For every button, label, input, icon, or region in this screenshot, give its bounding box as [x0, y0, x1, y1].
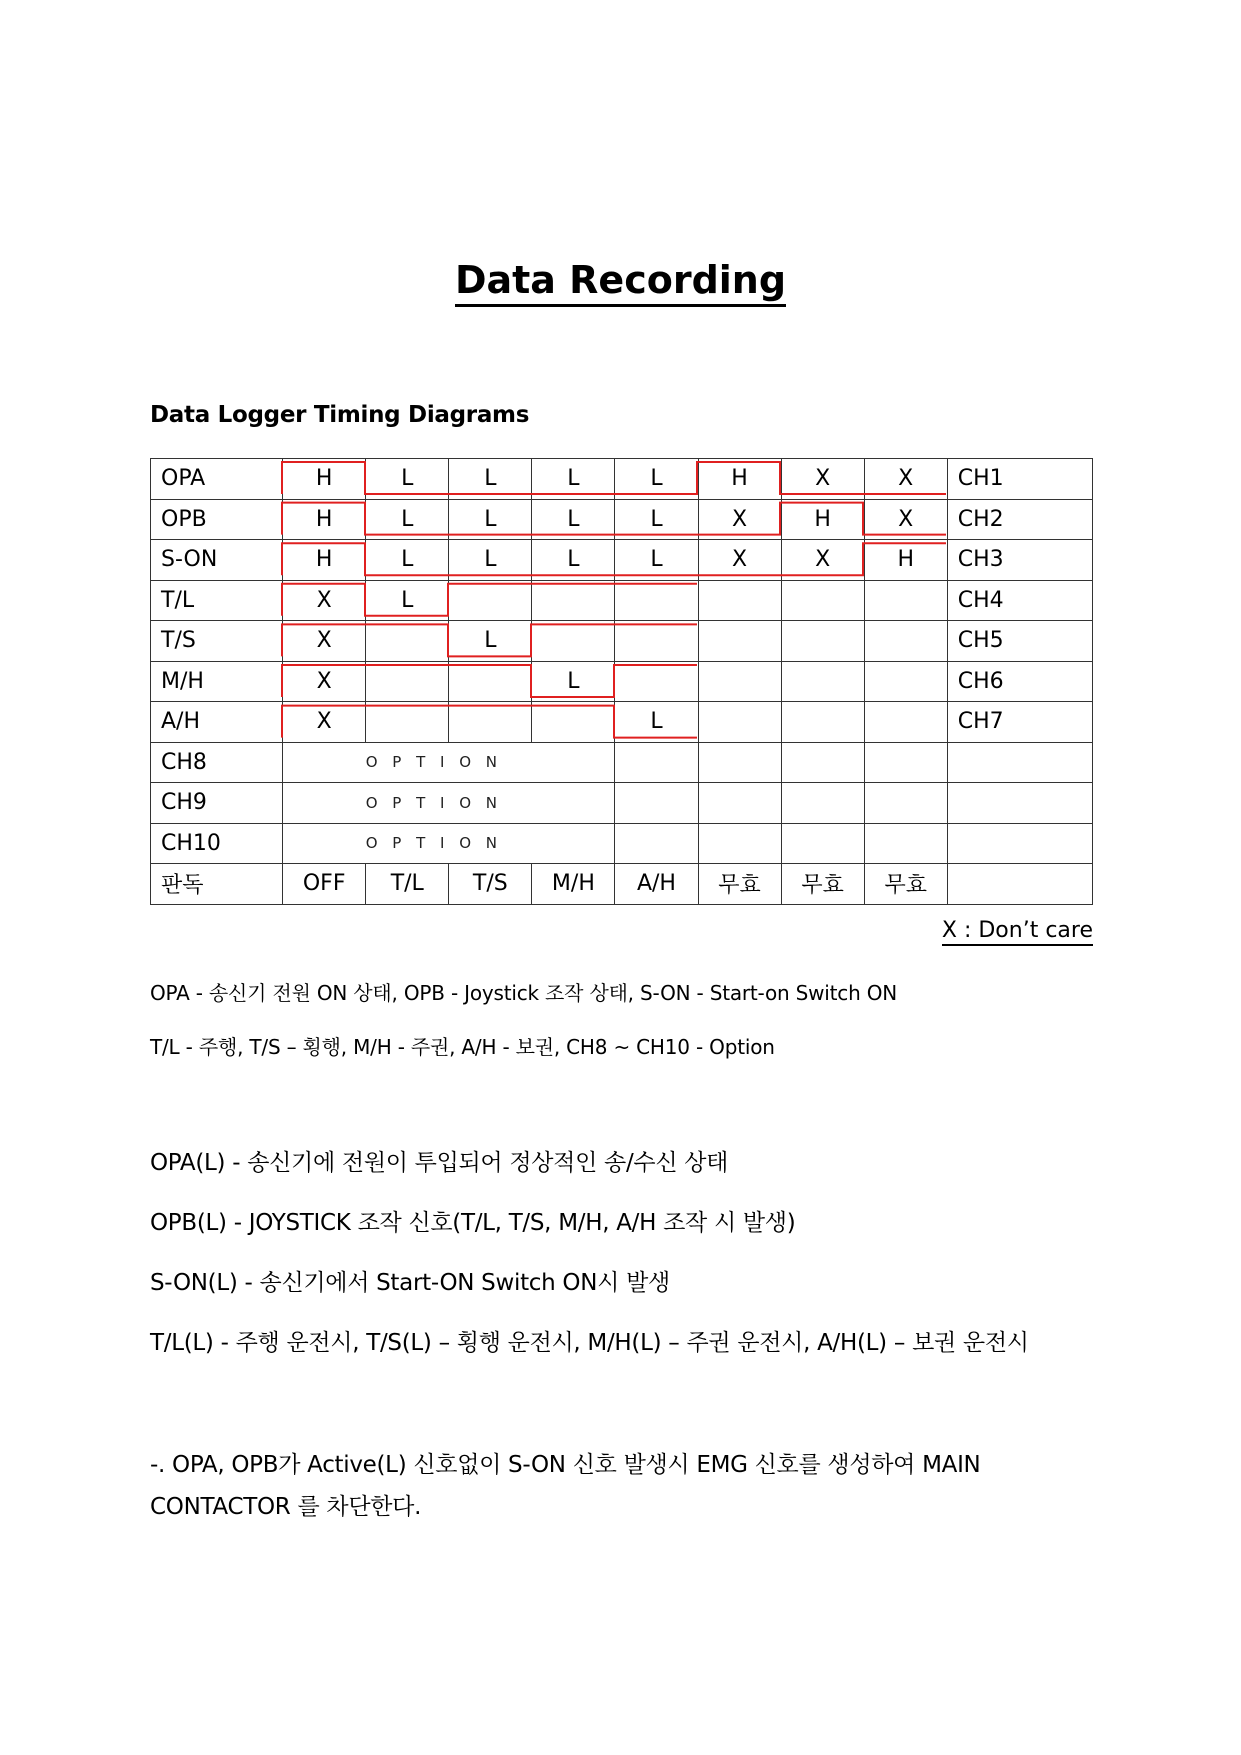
signal-cell: L — [366, 540, 449, 581]
signal-cell: H — [283, 540, 366, 581]
signal-cell — [366, 702, 449, 743]
signal-label: OPB — [151, 499, 283, 540]
signal-cell: L — [449, 459, 532, 500]
empty-cell — [615, 742, 698, 783]
empty-cell — [781, 783, 864, 824]
timing-row — [151, 580, 1093, 621]
signal-cell: L — [449, 621, 532, 662]
channel-label: CH2 — [947, 499, 1092, 540]
option-text: O P T I O N — [366, 742, 449, 783]
signal-cell — [781, 661, 864, 702]
signal-cell: L — [532, 661, 615, 702]
channel-label: CH3 — [947, 540, 1092, 581]
description-opb: OPB(L) - JOYSTICK 조작 신호(T/L, T/S, M/H, A/H 조작 시 발생) — [150, 1210, 796, 1236]
judgement-cell: 무효 — [864, 864, 947, 905]
signal-cell: L — [615, 499, 698, 540]
legend-line-1: OPA - 송신기 전원 ON 상태, OPB - Joystick 조작 상태, S-ON - Start-on Switch ON — [150, 981, 898, 1005]
signal-cell: L — [449, 540, 532, 581]
empty-cell — [947, 783, 1092, 824]
channel-label: CH4 — [947, 580, 1092, 621]
signal-label: T/S — [151, 621, 283, 662]
timing-row — [151, 540, 1093, 581]
empty-cell — [864, 823, 947, 864]
dont-care-note: X : Don’t care — [942, 918, 1093, 946]
judgement-cell: OFF — [283, 864, 366, 905]
option-text: O P T I O N — [366, 783, 449, 824]
signal-label: A/H — [151, 702, 283, 743]
signal-cell: H — [698, 459, 781, 500]
signal-label: T/L — [151, 580, 283, 621]
signal-cell — [449, 661, 532, 702]
signal-cell: H — [283, 459, 366, 500]
option-channel-label: CH9 — [151, 783, 283, 824]
signal-cell: L — [615, 702, 698, 743]
judgement-cell: 무효 — [781, 864, 864, 905]
option-row — [151, 823, 1093, 864]
empty-cell — [698, 783, 781, 824]
signal-cell — [615, 661, 698, 702]
empty-cell — [781, 823, 864, 864]
signal-cell — [864, 580, 947, 621]
empty-cell — [781, 742, 864, 783]
signal-cell — [615, 580, 698, 621]
signal-cell: H — [864, 540, 947, 581]
judgement-cell: T/S — [449, 864, 532, 905]
signal-cell: L — [532, 499, 615, 540]
signal-cell: X — [781, 540, 864, 581]
signal-cell: X — [864, 499, 947, 540]
judgement-row — [151, 864, 1093, 905]
signal-cell: X — [283, 702, 366, 743]
option-blank — [283, 742, 366, 783]
signal-cell — [698, 621, 781, 662]
emg-note: -. OPA, OPB가 Active(L) 신호없이 S-ON 신호 발생시 EMG 신호를 생성하여 MAIN CONTACTOR 를 차단한다. — [150, 1452, 981, 1520]
signal-cell — [449, 702, 532, 743]
signal-cell: X — [698, 540, 781, 581]
option-text: O P T I O N — [366, 823, 449, 864]
signal-cell: L — [366, 499, 449, 540]
option-row — [151, 783, 1093, 824]
description-s-on: S-ON(L) - 송신기에서 Start-ON Switch ON시 발생 — [150, 1270, 670, 1296]
signal-cell: X — [698, 499, 781, 540]
option-blank — [532, 742, 615, 783]
description-motion: T/L(L) - 주행 운전시, T/S(L) – 횡행 운전시, M/H(L) – 주권 운전시, A/H(L) – 보권 운전시 — [150, 1330, 1029, 1356]
signal-cell — [532, 621, 615, 662]
signal-cell — [864, 702, 947, 743]
signal-cell: X — [283, 580, 366, 621]
signal-cell: L — [532, 540, 615, 581]
signal-cell: X — [283, 661, 366, 702]
empty-cell — [947, 742, 1092, 783]
signal-cell — [698, 661, 781, 702]
channel-label: CH1 — [947, 459, 1092, 500]
option-row — [151, 742, 1093, 783]
signal-cell — [532, 702, 615, 743]
signal-cell — [698, 702, 781, 743]
option-blank — [532, 823, 615, 864]
signal-cell: L — [366, 580, 449, 621]
timing-row — [151, 621, 1093, 662]
signal-cell: H — [781, 499, 864, 540]
signal-cell: L — [449, 499, 532, 540]
option-blank — [283, 783, 366, 824]
channel-label: CH6 — [947, 661, 1092, 702]
channel-label: CH5 — [947, 621, 1092, 662]
judgement-cell: M/H — [532, 864, 615, 905]
judgement-cell: 무효 — [698, 864, 781, 905]
judgement-cell: A/H — [615, 864, 698, 905]
empty-cell — [698, 742, 781, 783]
timing-row — [151, 661, 1093, 702]
signal-cell: X — [781, 459, 864, 500]
timing-row — [151, 459, 1093, 500]
signal-label: OPA — [151, 459, 283, 500]
timing-row — [151, 499, 1093, 540]
empty-cell — [615, 823, 698, 864]
signal-cell — [366, 621, 449, 662]
signal-cell — [781, 702, 864, 743]
signal-cell: L — [615, 459, 698, 500]
signal-cell — [864, 661, 947, 702]
signal-cell — [532, 580, 615, 621]
signal-cell — [781, 580, 864, 621]
option-blank — [532, 783, 615, 824]
signal-cell — [615, 621, 698, 662]
signal-cell — [781, 621, 864, 662]
judgement-cell: T/L — [366, 864, 449, 905]
signal-cell: H — [283, 499, 366, 540]
option-blank — [283, 823, 366, 864]
legend-line-2: T/L - 주행, T/S – 횡행, M/H - 주권, A/H - 보권, CH8 ~ CH10 - Option — [150, 1035, 775, 1059]
signal-cell — [449, 580, 532, 621]
timing-table — [150, 458, 1093, 905]
empty-cell — [947, 864, 1092, 905]
signal-cell: L — [615, 540, 698, 581]
signal-label: M/H — [151, 661, 283, 702]
judgement-label: 판독 — [151, 864, 283, 905]
channel-label: CH7 — [947, 702, 1092, 743]
page-title: Data Recording — [0, 258, 1241, 302]
option-channel-label: CH10 — [151, 823, 283, 864]
signal-cell: X — [283, 621, 366, 662]
empty-cell — [698, 823, 781, 864]
empty-cell — [615, 783, 698, 824]
timing-diagram — [150, 458, 1093, 908]
signal-cell — [698, 580, 781, 621]
signal-cell: X — [864, 459, 947, 500]
section-subtitle: Data Logger Timing Diagrams — [150, 402, 530, 428]
signal-cell — [366, 661, 449, 702]
option-channel-label: CH8 — [151, 742, 283, 783]
description-opa: OPA(L) - 송신기에 전원이 투입되어 정상적인 송/수신 상태 — [150, 1150, 729, 1176]
signal-cell: L — [532, 459, 615, 500]
signal-label: S-ON — [151, 540, 283, 581]
signal-cell — [864, 621, 947, 662]
signal-cell: L — [366, 459, 449, 500]
empty-cell — [947, 823, 1092, 864]
timing-row — [151, 702, 1093, 743]
empty-cell — [864, 783, 947, 824]
empty-cell — [864, 742, 947, 783]
